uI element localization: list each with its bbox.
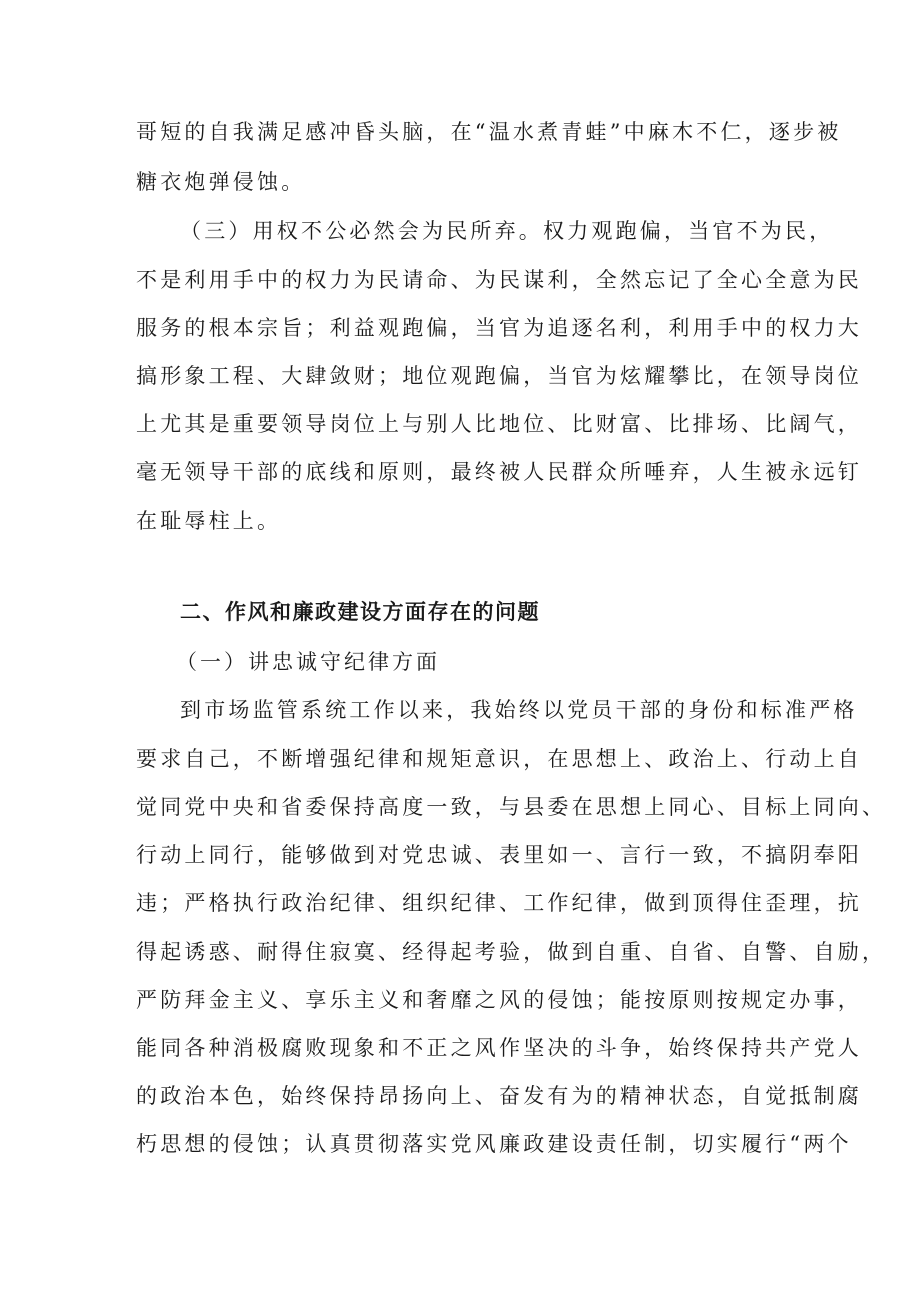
paragraph-3-line-2: 要求自己，不断增强纪律和规矩意识，在思想上、政治上、行动上自 bbox=[136, 747, 862, 771]
paragraph-3-line-5: 违；严格执行政治纪律、组织纪律、工作纪律，做到顶得住歪理，抗 bbox=[136, 891, 862, 915]
paragraph-2-line-7: 在耻辱柱上。 bbox=[136, 509, 282, 533]
paragraph-3-line-8: 能同各种消极腐败现象和不正之风作坚决的斗争，始终保持共产党人 bbox=[136, 1036, 862, 1060]
paragraph-2-line-5: 上尤其是重要领导岗位上与别人比地位、比财富、比排场、比阔气， bbox=[136, 412, 862, 436]
paragraph-3-line-1: 到市场监管系统工作以来，我始终以党员干部的身份和标准严格 bbox=[180, 698, 858, 722]
paragraph-2-line-6: 毫无领导干部的底线和原则，最终被人民群众所唾弃，人生被永远钉 bbox=[136, 460, 862, 484]
paragraph-1-line-2: 糖衣炮弹侵蚀。 bbox=[136, 170, 306, 194]
paragraph-3-line-9: 的政治本色，始终保持昂扬向上、奋发有为的精神状态，自觉抵制腐 bbox=[136, 1084, 862, 1108]
paragraph-2-line-2: 不是利用手中的权力为民请命、为民谋利，全然忘记了全心全意为民 bbox=[136, 268, 862, 292]
paragraph-1-line-1: 哥短的自我满足感冲昏头脑，在“温水煮青蛙”中麻木不仁，逐步被 bbox=[136, 120, 842, 144]
paragraph-3-line-6: 得起诱惑、耐得住寂寞、经得起考验，做到自重、自省、自警、自励， bbox=[136, 940, 887, 964]
paragraph-3-line-4: 行动上同行，能够做到对党忠诚、表里如一、言行一致，不搞阴奉阳 bbox=[136, 843, 862, 867]
section-heading: 二、作风和廉政建设方面存在的问题 bbox=[180, 600, 540, 624]
paragraph-3-line-10: 朽思想的侵蚀；认真贯彻落实党风廉政建设责任制，切实履行“两个 bbox=[136, 1132, 852, 1156]
paragraph-3-line-3: 觉同党中央和省委保持高度一致，与县委在思想上同心、目标上同向、 bbox=[136, 795, 887, 819]
paragraph-2-line-4: 搞形象工程、大肆敛财；地位观跑偏，当官为炫耀攀比，在领导岗位 bbox=[136, 364, 862, 388]
paragraph-2-line-1: （三）用权不公必然会为民所弃。权力观跑偏，当官不为民， bbox=[180, 219, 834, 243]
subsection-heading: （一）讲忠诚守纪律方面 bbox=[176, 650, 440, 674]
paragraph-2-line-3: 服务的根本宗旨；利益观跑偏，当官为追逐名利，利用手中的权力大 bbox=[136, 316, 862, 340]
paragraph-3-line-7: 严防拜金主义、享乐主义和奢靡之风的侵蚀；能按原则按规定办事， bbox=[136, 988, 862, 1012]
